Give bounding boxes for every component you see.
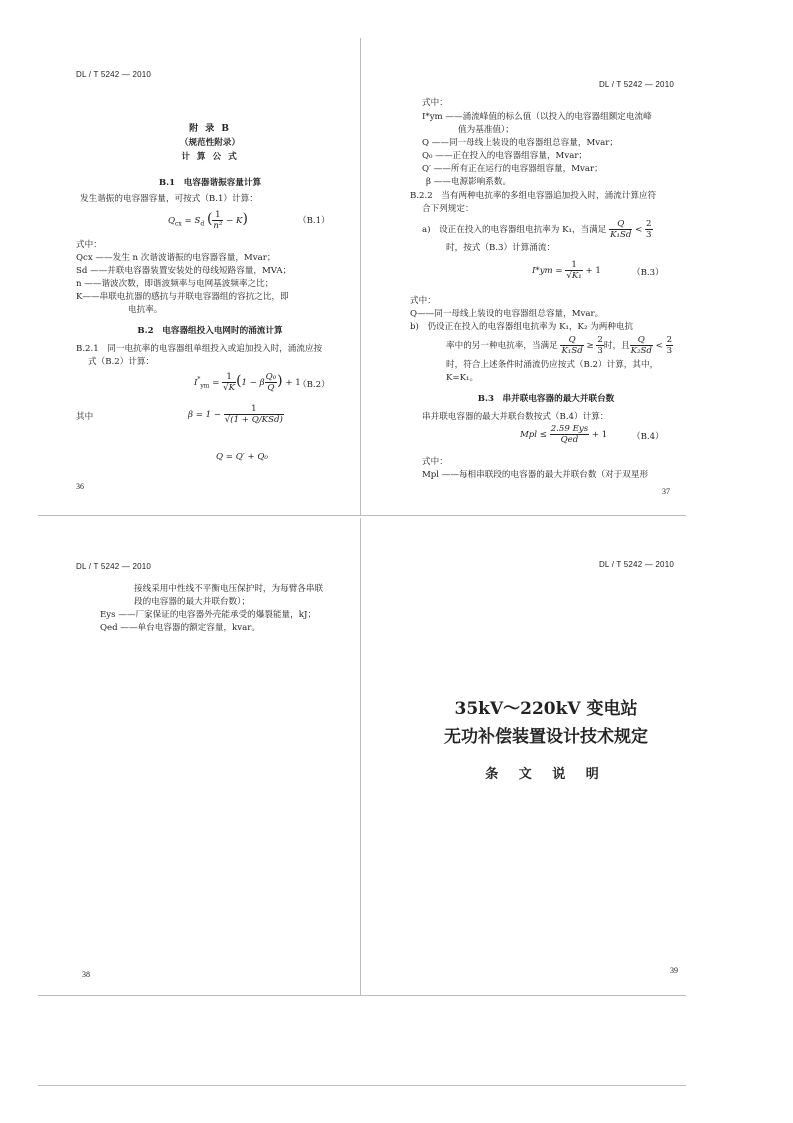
def-iym-cont: 值为基准值）； bbox=[458, 125, 514, 135]
eq-b3-lhs: I*ym = bbox=[532, 266, 563, 276]
item-b-frac-num: Q bbox=[560, 335, 583, 346]
where-label: 式中： bbox=[422, 98, 448, 108]
eq-beta-num: 1 bbox=[224, 404, 284, 415]
equation-b3 bbox=[532, 260, 601, 281]
title-line-3: 条 文 说 明 bbox=[485, 767, 607, 782]
eq-b3-den: √K₁ bbox=[566, 271, 582, 281]
footer-rule bbox=[38, 1085, 686, 1086]
section-b3-heading: B.3 串并联电容器的最大并联台数 bbox=[477, 394, 615, 404]
item-a-frac-den: K₁Sd bbox=[610, 230, 632, 240]
def-k: K——串联电抗器的感抗与并联电容器组的容抗之比，即 bbox=[76, 292, 289, 302]
page-fold-divider bbox=[360, 518, 361, 996]
def-mpl: Mpl ——每相串联段的电容器的最大并联台数（对于双星形 bbox=[422, 470, 649, 480]
appendix-name: 计 算 公 式 bbox=[181, 152, 239, 162]
def-qprime: Q′ ——所有正在运行的电容器组容量，Mvar； bbox=[422, 164, 603, 174]
eq-b1-eq: = S bbox=[181, 216, 201, 226]
eq-b3-num: 1 bbox=[565, 260, 582, 271]
section-b2-heading: B.2 电容器组投入电网时的涌流计算 bbox=[137, 326, 283, 336]
eq-b3-tail: + 1 bbox=[582, 266, 601, 276]
eq-beta-den: √(1 + Q/KSd) bbox=[224, 415, 283, 425]
where-label-2: 式中： bbox=[410, 296, 436, 306]
eq-b2-lhs-sub: ym bbox=[200, 382, 210, 390]
page-number: 36 bbox=[76, 482, 84, 491]
eq-b2-lhs: I bbox=[194, 378, 198, 388]
eq-b4-num: 2.59 Eys bbox=[550, 424, 589, 434]
item-b-frac-den: K₁Sd bbox=[561, 346, 583, 356]
item-b-frac3-num: Q bbox=[630, 335, 653, 346]
equation-beta bbox=[188, 404, 284, 425]
running-header: DL / T 5242 — 2010 bbox=[598, 560, 674, 569]
item-a-cmp: < bbox=[632, 225, 646, 235]
spread-pages-38-39 bbox=[38, 518, 686, 996]
eq-b3-number: （B.3） bbox=[632, 268, 664, 278]
item-b-cont-2: K=K₁。 bbox=[446, 373, 479, 383]
b22-text-cont: 合下列规定： bbox=[422, 204, 474, 214]
eq-b2-mid: 1 − β bbox=[241, 378, 265, 388]
item-b-cmp2: < bbox=[652, 341, 666, 351]
item-b-frac2-num: 2 bbox=[597, 335, 603, 345]
text-line-1: 接线采用中性线不平衡电压保护时，为每臂各串联 bbox=[134, 584, 324, 594]
item-a-frac-num: Q bbox=[609, 219, 632, 230]
def-qed: Qed ——单台电容器的额定容量，kvar。 bbox=[100, 623, 260, 633]
eq-b1-tail: − K bbox=[223, 216, 243, 226]
item-a-cont: 时，按式（B.3）计算涌流： bbox=[446, 243, 556, 253]
def-n: n ——谐波次数，即谐波频率与电网基波频率之比； bbox=[76, 279, 274, 289]
b21-text: B.2.1 同一电抗率的电容器组单组投入或追加投入时，涌流应按 bbox=[76, 344, 323, 354]
page-36 bbox=[76, 38, 344, 516]
running-header: DL / T 5242 — 2010 bbox=[76, 70, 152, 79]
item-b-frac4-den: 3 bbox=[666, 346, 673, 356]
item-b-cmp1: ≥ bbox=[583, 341, 597, 351]
item-a-text: a) 设正在投入的电容器组电抗率为 K₁，当满足 bbox=[422, 225, 607, 235]
item-b-mid: 时，且 bbox=[603, 341, 630, 351]
def-sd: Sd ——并联电容器装置安装处的母线短路容量，MVA； bbox=[76, 266, 292, 276]
page-number: 39 bbox=[670, 966, 678, 975]
appendix-title: 附 录 B bbox=[189, 124, 231, 134]
qizhong-label: 其中 bbox=[76, 412, 94, 422]
eq-b1-lhs: Q bbox=[168, 216, 176, 226]
title-line-2: 无功补偿装置设计技术规定 bbox=[444, 727, 648, 747]
eq-b1-number: （B.1） bbox=[298, 216, 330, 226]
page-number: 38 bbox=[82, 970, 90, 979]
def-iym: I*ym ——涌流峰值的标么值（以投入的电容器组额定电流峰 bbox=[422, 112, 652, 122]
def-eys: Eys ——厂家保证的电容器外壳能承受的爆裂能量，kJ； bbox=[100, 610, 316, 620]
item-b-frac4-num: 2 bbox=[666, 335, 673, 345]
eq-b1-sub: d bbox=[200, 220, 205, 228]
eq-b2-tail: + 1 bbox=[282, 378, 301, 388]
equation-b2: $I^*_{ym}$ = $\frac{1}{√K}$ (1 − β $\frac{\text{Q₀}}{Q}$ ) + 1 bbox=[194, 372, 301, 393]
eq-b4-tail: + 1 bbox=[589, 430, 608, 440]
eq-b2-lhs-sup: * bbox=[197, 376, 201, 384]
item-a bbox=[422, 219, 653, 240]
eq-b1-num: 1 bbox=[212, 210, 223, 221]
eq-beta-lhs: β = 1 − bbox=[188, 410, 222, 420]
def-k-cont: 电抗率。 bbox=[128, 305, 163, 315]
eq-b4-lhs: Mpl ≤ bbox=[520, 430, 547, 440]
page-fold-divider bbox=[360, 38, 361, 516]
eq-b2-num2: Q₀ bbox=[265, 372, 277, 382]
where-label-3: 式中： bbox=[422, 457, 448, 467]
eq-b2-den2: Q bbox=[267, 383, 275, 393]
eq-b2-number: （B.2） bbox=[298, 380, 330, 390]
where-label: 式中： bbox=[76, 240, 102, 250]
b22-text: B.2.2 当有两种电抗率的多组电容器追加投入时，涌流计算应符 bbox=[410, 191, 657, 201]
equation-q-sum: Q = Q′ + Q₀ bbox=[216, 452, 268, 462]
eq-b2-num: 1 bbox=[222, 372, 236, 383]
equation-b1: $Q_{cx} = S_d$ ( $\frac{1}{\text{n²}}$ − K) bbox=[168, 210, 248, 231]
text-line-2: 段的电容器的最大并联台数）； bbox=[134, 597, 251, 607]
page-38 bbox=[76, 518, 344, 996]
page-number: 37 bbox=[662, 487, 670, 496]
page-37 bbox=[410, 38, 682, 516]
eq-b4-den: Qed bbox=[560, 435, 579, 445]
item-a-frac2-den: 3 bbox=[646, 230, 652, 240]
running-header: DL / T 5242 — 2010 bbox=[76, 562, 152, 571]
appendix-subtitle: （规范性附录） bbox=[179, 138, 241, 148]
def-beta: β ——电源影响系数。 bbox=[426, 177, 512, 187]
def-q-total: Q——同一母线上装设的电容器组总容量，Mvar。 bbox=[410, 309, 604, 319]
b3-intro: 串并联电容器的最大并联台数按式（B.4）计算： bbox=[422, 412, 609, 422]
eq-b4-number: （B.4） bbox=[632, 432, 664, 442]
item-a-frac2-num: 2 bbox=[646, 219, 652, 229]
def-qcx: Qcx ——发生 n 次谐波谐振的电容器容量，Mvar； bbox=[76, 253, 276, 263]
eq-b2-den: √K bbox=[223, 383, 236, 393]
b21-text-cont: 式（B.2）计算： bbox=[88, 357, 155, 367]
equation-b4 bbox=[520, 424, 607, 445]
item-b-cond bbox=[446, 335, 673, 356]
section-b1-heading: B.1 电容器谐振容量计算 bbox=[158, 178, 262, 188]
item-b: b) 仍设正在投入的电容器组电抗率为 K₁，K₂ 为两种电抗 bbox=[410, 322, 634, 332]
item-b-text: 率中的另一种电抗率，当满足 bbox=[446, 341, 558, 351]
item-b-frac2-den: 3 bbox=[597, 346, 603, 356]
eq-b1-den: n² bbox=[213, 221, 223, 231]
b1-intro: 发生谐振的电容器容量，可按式（B.1）计算： bbox=[80, 194, 258, 204]
eq-b1-lhs-sub: cx bbox=[175, 220, 182, 228]
def-q0: Q₀ ——正在投入的电容器组容量，Mvar； bbox=[422, 151, 588, 161]
def-q: Q ——同一母线上装设的电容器组总容量，Mvar； bbox=[422, 138, 618, 148]
title-line-1: 35kV～220kV 变电站 bbox=[454, 699, 638, 719]
item-b-frac3-den: K₂Sd bbox=[630, 346, 652, 356]
spread-pages-36-37 bbox=[38, 38, 686, 516]
item-b-cont: 时，符合上述条件时涌流仍应按式（B.2）计算，其中， bbox=[446, 360, 659, 370]
page-39 bbox=[410, 518, 682, 996]
running-header: DL / T 5242 — 2010 bbox=[598, 80, 674, 89]
